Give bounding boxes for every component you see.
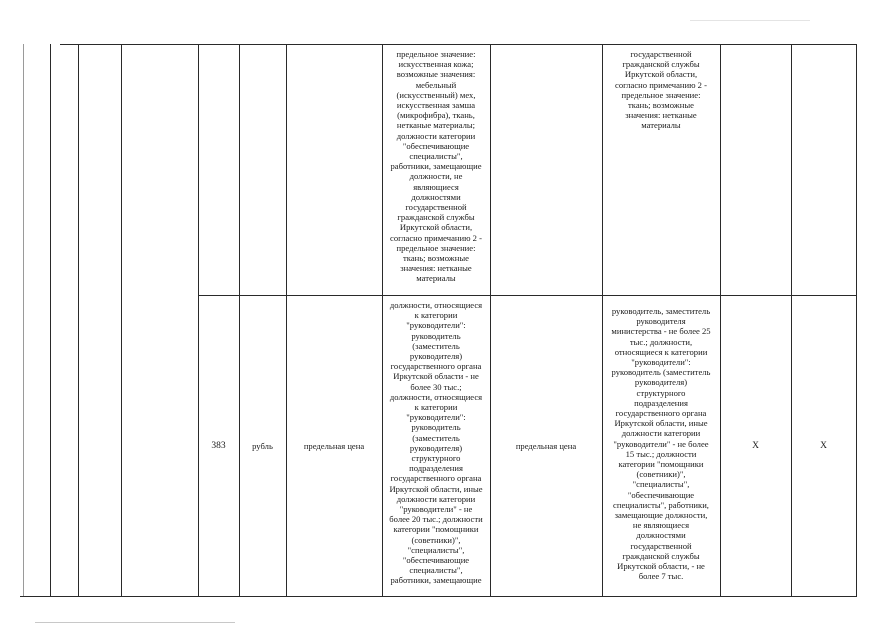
table-top-border <box>60 44 857 45</box>
column-border <box>856 44 857 596</box>
column-border <box>239 44 240 596</box>
row-top-characteristic-values: предельное значение: искусственная кожа; возможные значения: мебельный (искусственный) мех, искусственная замша (микрофибра), ткань, нетканые материалы; должности категории "обеспечивающие специалисты", работники, замещающие должности, не являющиеся должностями государственной гражданской службы Иркутской области, согласно примечанию 2 - предельное значение: ткань; возможные значения: нетканые материалы <box>390 49 482 284</box>
row-383-characteristic-2: предельная цена <box>515 441 577 451</box>
row-383-x-mark-2: X <box>820 441 827 451</box>
column-border <box>791 44 792 596</box>
row-383-code: 383 <box>211 441 226 451</box>
column-border <box>78 44 79 596</box>
row-top-approved-values: государственной гражданской службы Иркутской области, согласно примечанию 2 - предельное значение: ткань; возможные значения: нетканые материалы <box>615 49 707 131</box>
column-border <box>720 44 721 596</box>
table-bottom-border <box>20 596 857 597</box>
row-divider <box>198 295 857 296</box>
row-383-characteristic-values: должности, относящиеся к категории "руководители": руководитель (заместитель руководителя) государственного органа Иркутской области - не более 30 тыс.; должности, относящиеся к категории "руководители": руководитель (заместитель руководителя) структурного подразделения государственного органа Иркутской области, иные должности категории "руководители" - не более 20 тыс.; должности категории "помощники (советники)", "специалисты", "обеспечивающие специалисты", работники, замещающие <box>389 300 483 586</box>
row-383-approved-values: руководитель, заместитель руководителя министерства - не более 25 тыс.; должности, относящиеся к категории "руководители": руководитель (заместитель руководителя) структурного подразделения государственного органа Иркутской области, иные должности категории "руководители" - не более 15 тыс.; должности категории "помощники (советники)", "специалисты", "обеспечивающие специалисты", работники, замещающие должности, не являющиеся должностями государственной гражданской службы Иркутской области, - не более 7 тыс. <box>611 306 711 582</box>
column-border <box>50 44 51 596</box>
column-border <box>286 44 287 596</box>
column-border <box>198 44 199 596</box>
scan-mark-top <box>690 20 810 21</box>
row-383-unit: рубль <box>252 441 273 451</box>
column-border <box>23 44 24 596</box>
row-383-characteristic: предельная цена <box>303 441 365 451</box>
column-border <box>121 44 122 596</box>
row-383-x-mark-1: X <box>752 441 759 451</box>
column-border <box>490 44 491 596</box>
scan-mark-bottom <box>35 622 235 623</box>
